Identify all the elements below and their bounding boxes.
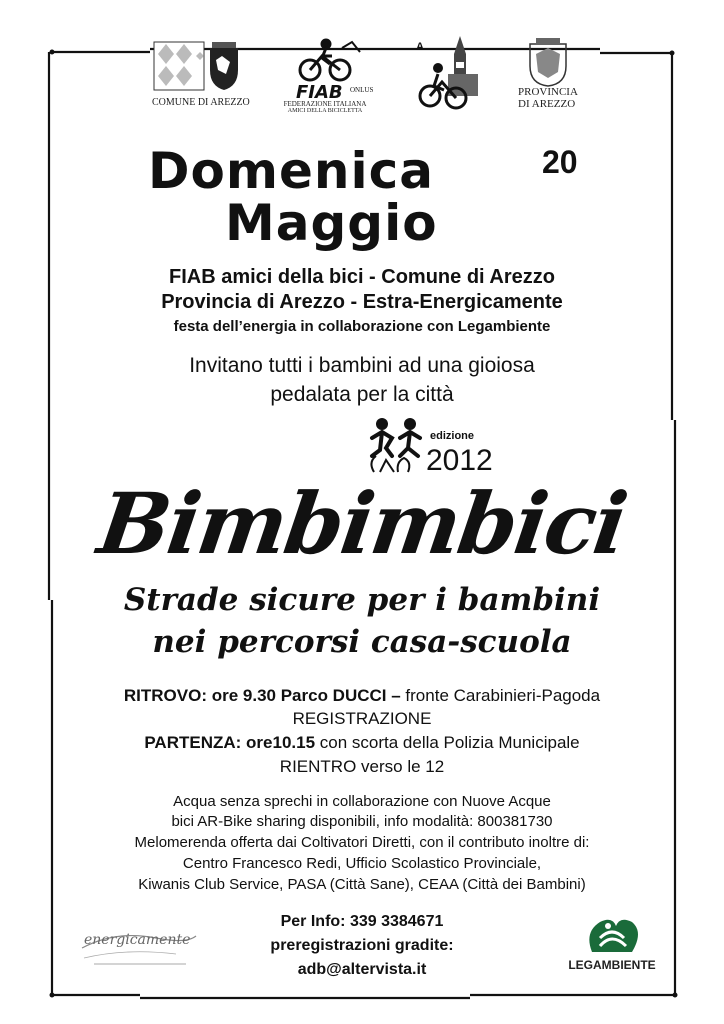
fiab-caption-2: AMICI DELLA BICICLETTA <box>287 108 363 114</box>
children-bike-icon <box>366 416 426 474</box>
svg-text:A: A <box>416 41 424 53</box>
energicamente-text: energicamente <box>84 932 191 948</box>
slogan-line-2: nei percorsi casa-scuola <box>152 624 572 660</box>
organizers-line-2: Provincia di Arezzo - Estra-Energicamente <box>161 291 563 313</box>
partenza-text: con scorta della Polizia Municipale <box>315 733 580 752</box>
arezzo-bike-logo <box>414 34 486 114</box>
note-line-2: bici AR-Bike sharing disponibili, info modalità: 800381730 <box>171 813 553 830</box>
comune-logo <box>152 40 250 110</box>
provincia-caption-2: DI AREZZO <box>518 98 576 110</box>
note-line-3: Melomerenda offerta dai Coltivatori Diretti, con il contributo inoltre di: <box>134 834 590 851</box>
registrazione-line: REGISTRAZIONE <box>292 709 432 728</box>
comune-caption: COMUNE DI AREZZO <box>152 97 250 108</box>
provincia-logo <box>518 38 578 114</box>
invite-line-1: Invitano tutti i bambini ad una gioiosa <box>189 354 535 377</box>
fiab-onlus: ONLUS <box>350 86 374 94</box>
partenza-line <box>60 732 664 754</box>
event-name: Bimbimbici <box>92 474 632 573</box>
title-line-1: Domenica <box>148 142 434 200</box>
legambiente-logo <box>560 912 664 976</box>
fiab-caption-1: FEDERAZIONE ITALIANA <box>283 100 367 108</box>
ritrovo-place: fronte Carabinieri-Pagoda <box>400 686 601 705</box>
ritrovo-line <box>60 685 664 707</box>
fiab-logo <box>282 38 372 114</box>
energicamente-logo <box>76 918 204 972</box>
note-line-4: Centro Francesco Redi, Ufficio Scolastico Provinciale, <box>182 855 542 872</box>
fiab-wordmark: FIAB <box>296 82 343 103</box>
title-line-2: Maggio <box>225 194 438 252</box>
comune-crest-icon <box>152 40 244 92</box>
contact-email: adb@altervista.it <box>297 961 427 978</box>
rientro-line: RIENTRO verso le 12 <box>279 757 445 776</box>
note-line-5: Kiwanis Club Service, PASA (Città Sane), CEAA (Città dei Bambini) <box>138 876 586 893</box>
provincia-caption-1: PROVINCIA <box>518 86 578 98</box>
organizers-line-1: FIAB amici della bici - Comune di Arezzo <box>169 266 555 288</box>
note-line-1: Acqua senza sprechi in collaborazione con Nuove Acque <box>173 793 551 810</box>
provincia-crest-icon <box>518 38 578 88</box>
partenza-label: PARTENZA: ore10.15 <box>144 733 316 752</box>
edition-year: 2012 <box>426 444 493 477</box>
day-number: 20 <box>542 144 578 180</box>
contact-phone: Per Info: 339 3384671 <box>280 913 444 930</box>
slogan-line-1: Strade sicure per i bambini <box>123 582 601 618</box>
edition-label: edizione <box>430 430 475 442</box>
ritrovo-label: RITROVO: ore 9.30 Parco DUCCI – <box>123 686 401 705</box>
organizers-line-3: festa dell’energia in collaborazione con Legambiente <box>173 318 551 335</box>
swan-icon <box>560 912 664 958</box>
tower-cyclist-icon <box>414 34 486 112</box>
legambiente-text: LEGAMBIENTE <box>568 958 656 972</box>
contact-prereg: preregistrazioni gradite: <box>270 937 454 954</box>
invite-line-2: pedalata per la città <box>270 383 454 406</box>
cyclists-icon <box>282 38 372 88</box>
